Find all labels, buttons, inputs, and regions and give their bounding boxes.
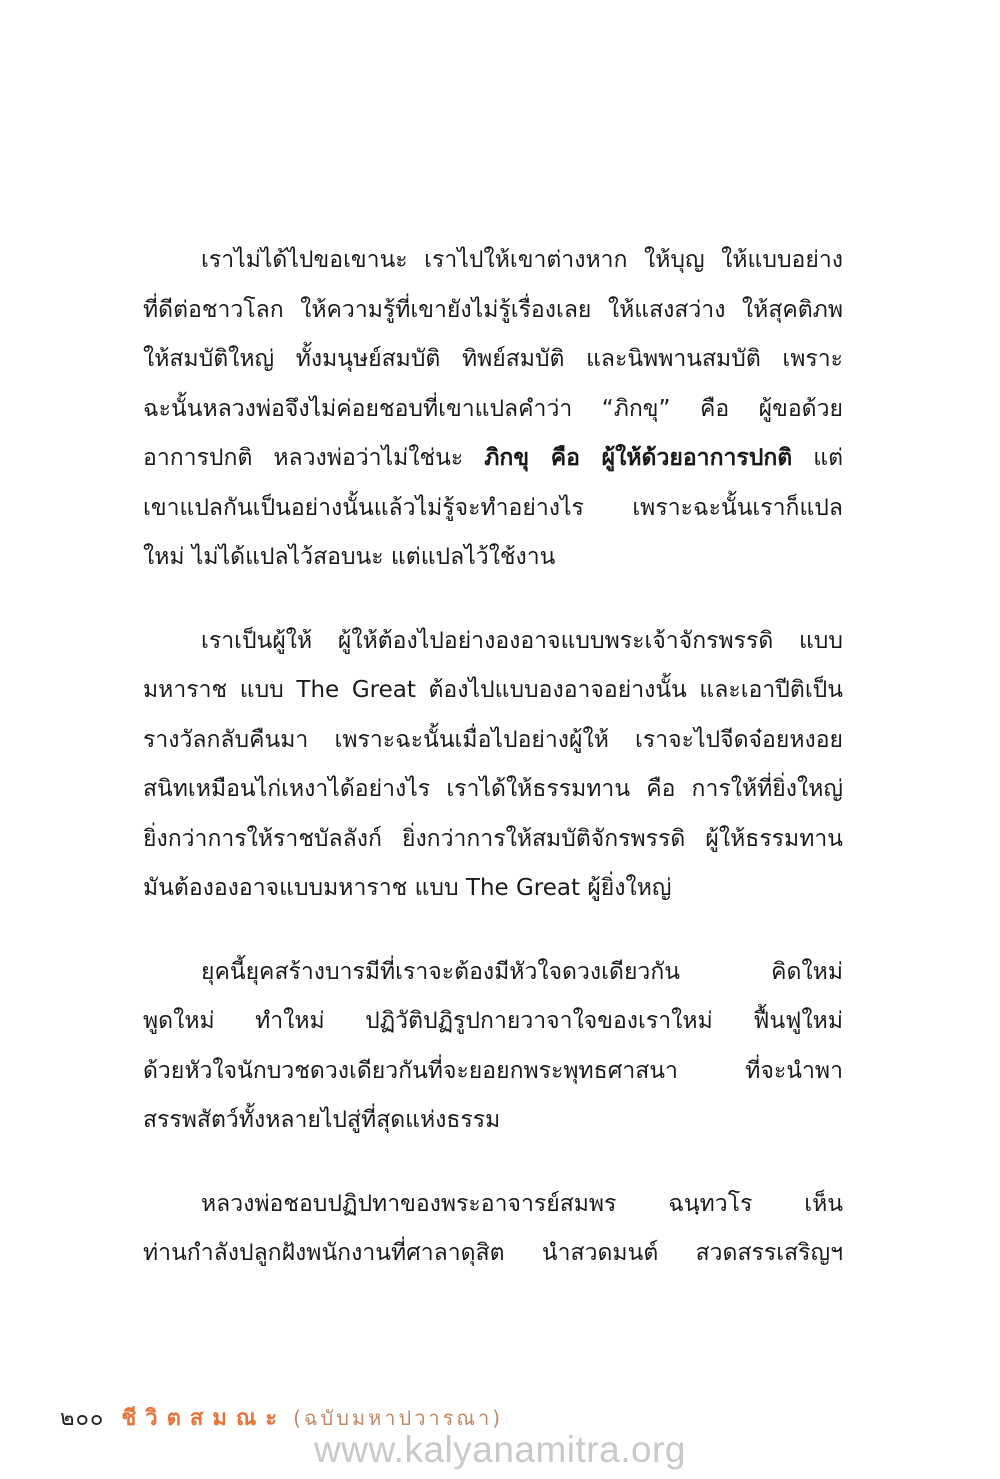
paragraph-line: มันต้ององอาจแบบมหาราช แบบ The Great ผู้ยิ่งใหญ่ xyxy=(143,875,672,901)
book-title: ชีวิตสมณะ xyxy=(121,1406,287,1431)
paragraph-line-with-emphasis xyxy=(143,434,843,484)
paragraph-line: ใหม่ ไม่ได้แปลไว้สอบนะ แต่แปลไว้ใช้งาน xyxy=(143,544,556,570)
watermark-url: www.kalyanamitra.org xyxy=(314,1429,686,1470)
paragraph-line: ฉะนั้นหลวงพ่อจึงไม่ค่อยชอบที่เขาแปลคำว่า “ภิกขุ” คือ ผู้ขอด้วย xyxy=(143,395,843,422)
paragraph-line: เราไม่ได้ไปขอเขานะ เราไปให้เขาต่างหาก ให้บุญ ให้แบบอย่าง xyxy=(201,247,843,273)
paragraph-line: มหาราช แบบ The Great ต้องไปแบบองอาจอย่างนั้น และเอาปีติเป็น xyxy=(143,677,843,703)
emphasis-text: ภิกขุ คือ ผู้ให้ด้วยอาการปกติ xyxy=(484,445,793,471)
paragraph-line: สนิทเหมือนไก่เหงาได้อย่างไร เราได้ให้ธรรมทาน คือ การให้ที่ยิ่งใหญ่ xyxy=(143,776,843,802)
paragraph-line: ให้สมบัติใหญ่ ทั้งมนุษย์สมบัติ ทิพย์สมบัติ และนิพพานสมบัติ เพราะ xyxy=(143,346,843,372)
line-text: แต่ xyxy=(792,445,844,471)
page-number: ๒๐๐ xyxy=(60,1406,105,1431)
paragraph-line: ยุคนี้ยุคสร้างบารมีที่เราจะต้องมีหัวใจดวงเดียวกัน คิดใหม่ xyxy=(201,958,843,985)
paragraph-line: ที่ดีต่อชาวโลก ให้ความรู้ที่เขายังไม่รู้เรื่องเลย ให้แสงสว่าง ให้สุคติภพ xyxy=(143,296,843,323)
paragraph-line: ยิ่งกว่าการให้ราชบัลลังก์ ยิ่งกว่าการให้สมบัติจักรพรรดิ ผู้ให้ธรรมทาน xyxy=(143,825,843,852)
paragraph-line: สรรพสัตว์ทั้งหลายไปสู่ที่สุดแห่งธรรม xyxy=(143,1107,501,1133)
paragraph-line: เราเป็นผู้ให้ ผู้ให้ต้องไปอย่างองอาจแบบพระเจ้าจักรพรรดิ แบบ xyxy=(201,627,843,654)
paragraph-4 xyxy=(143,1180,843,1279)
book-edition: (ฉบับมหาปวารณา) xyxy=(293,1406,503,1430)
line-text: อาการปกติ หลวงพ่อว่าไม่ใช่นะ xyxy=(143,445,485,471)
paragraph-line: หลวงพ่อชอบปฏิปทาของพระอาจารย์สมพร ฉนฺทวโร เห็น xyxy=(201,1190,843,1217)
body-text xyxy=(143,236,843,1313)
paragraph-line: พูดใหม่ ทำใหม่ ปฏิวัติปฏิรูปกายวาจาใจของเราใหม่ ฟื้นฟูใหม่ xyxy=(143,1008,843,1034)
paragraph-line: เขาแปลกันเป็นอย่างนั้นแล้วไม่รู้จะทำอย่างไร เพราะฉะนั้นเราก็แปล xyxy=(143,494,843,521)
paragraph-1 xyxy=(143,236,843,583)
paragraph-3 xyxy=(143,948,843,1146)
paragraph-2 xyxy=(143,617,843,914)
paragraph-line: ด้วยหัวใจนักบวชดวงเดียวกันที่จะยอยกพระพุทธศาสนา ที่จะนำพา xyxy=(143,1057,843,1084)
paragraph-line: รางวัลกลับคืนมา เพราะฉะนั้นเมื่อไปอย่างผู้ให้ เราจะไปจีดจ๋อยหงอย xyxy=(143,726,843,753)
paragraph-line: ท่านกำลังปลูกฝังพนักงานที่ศาลาดุสิต นำสวดมนต์ สวดสรรเสริญฯ xyxy=(143,1240,843,1266)
